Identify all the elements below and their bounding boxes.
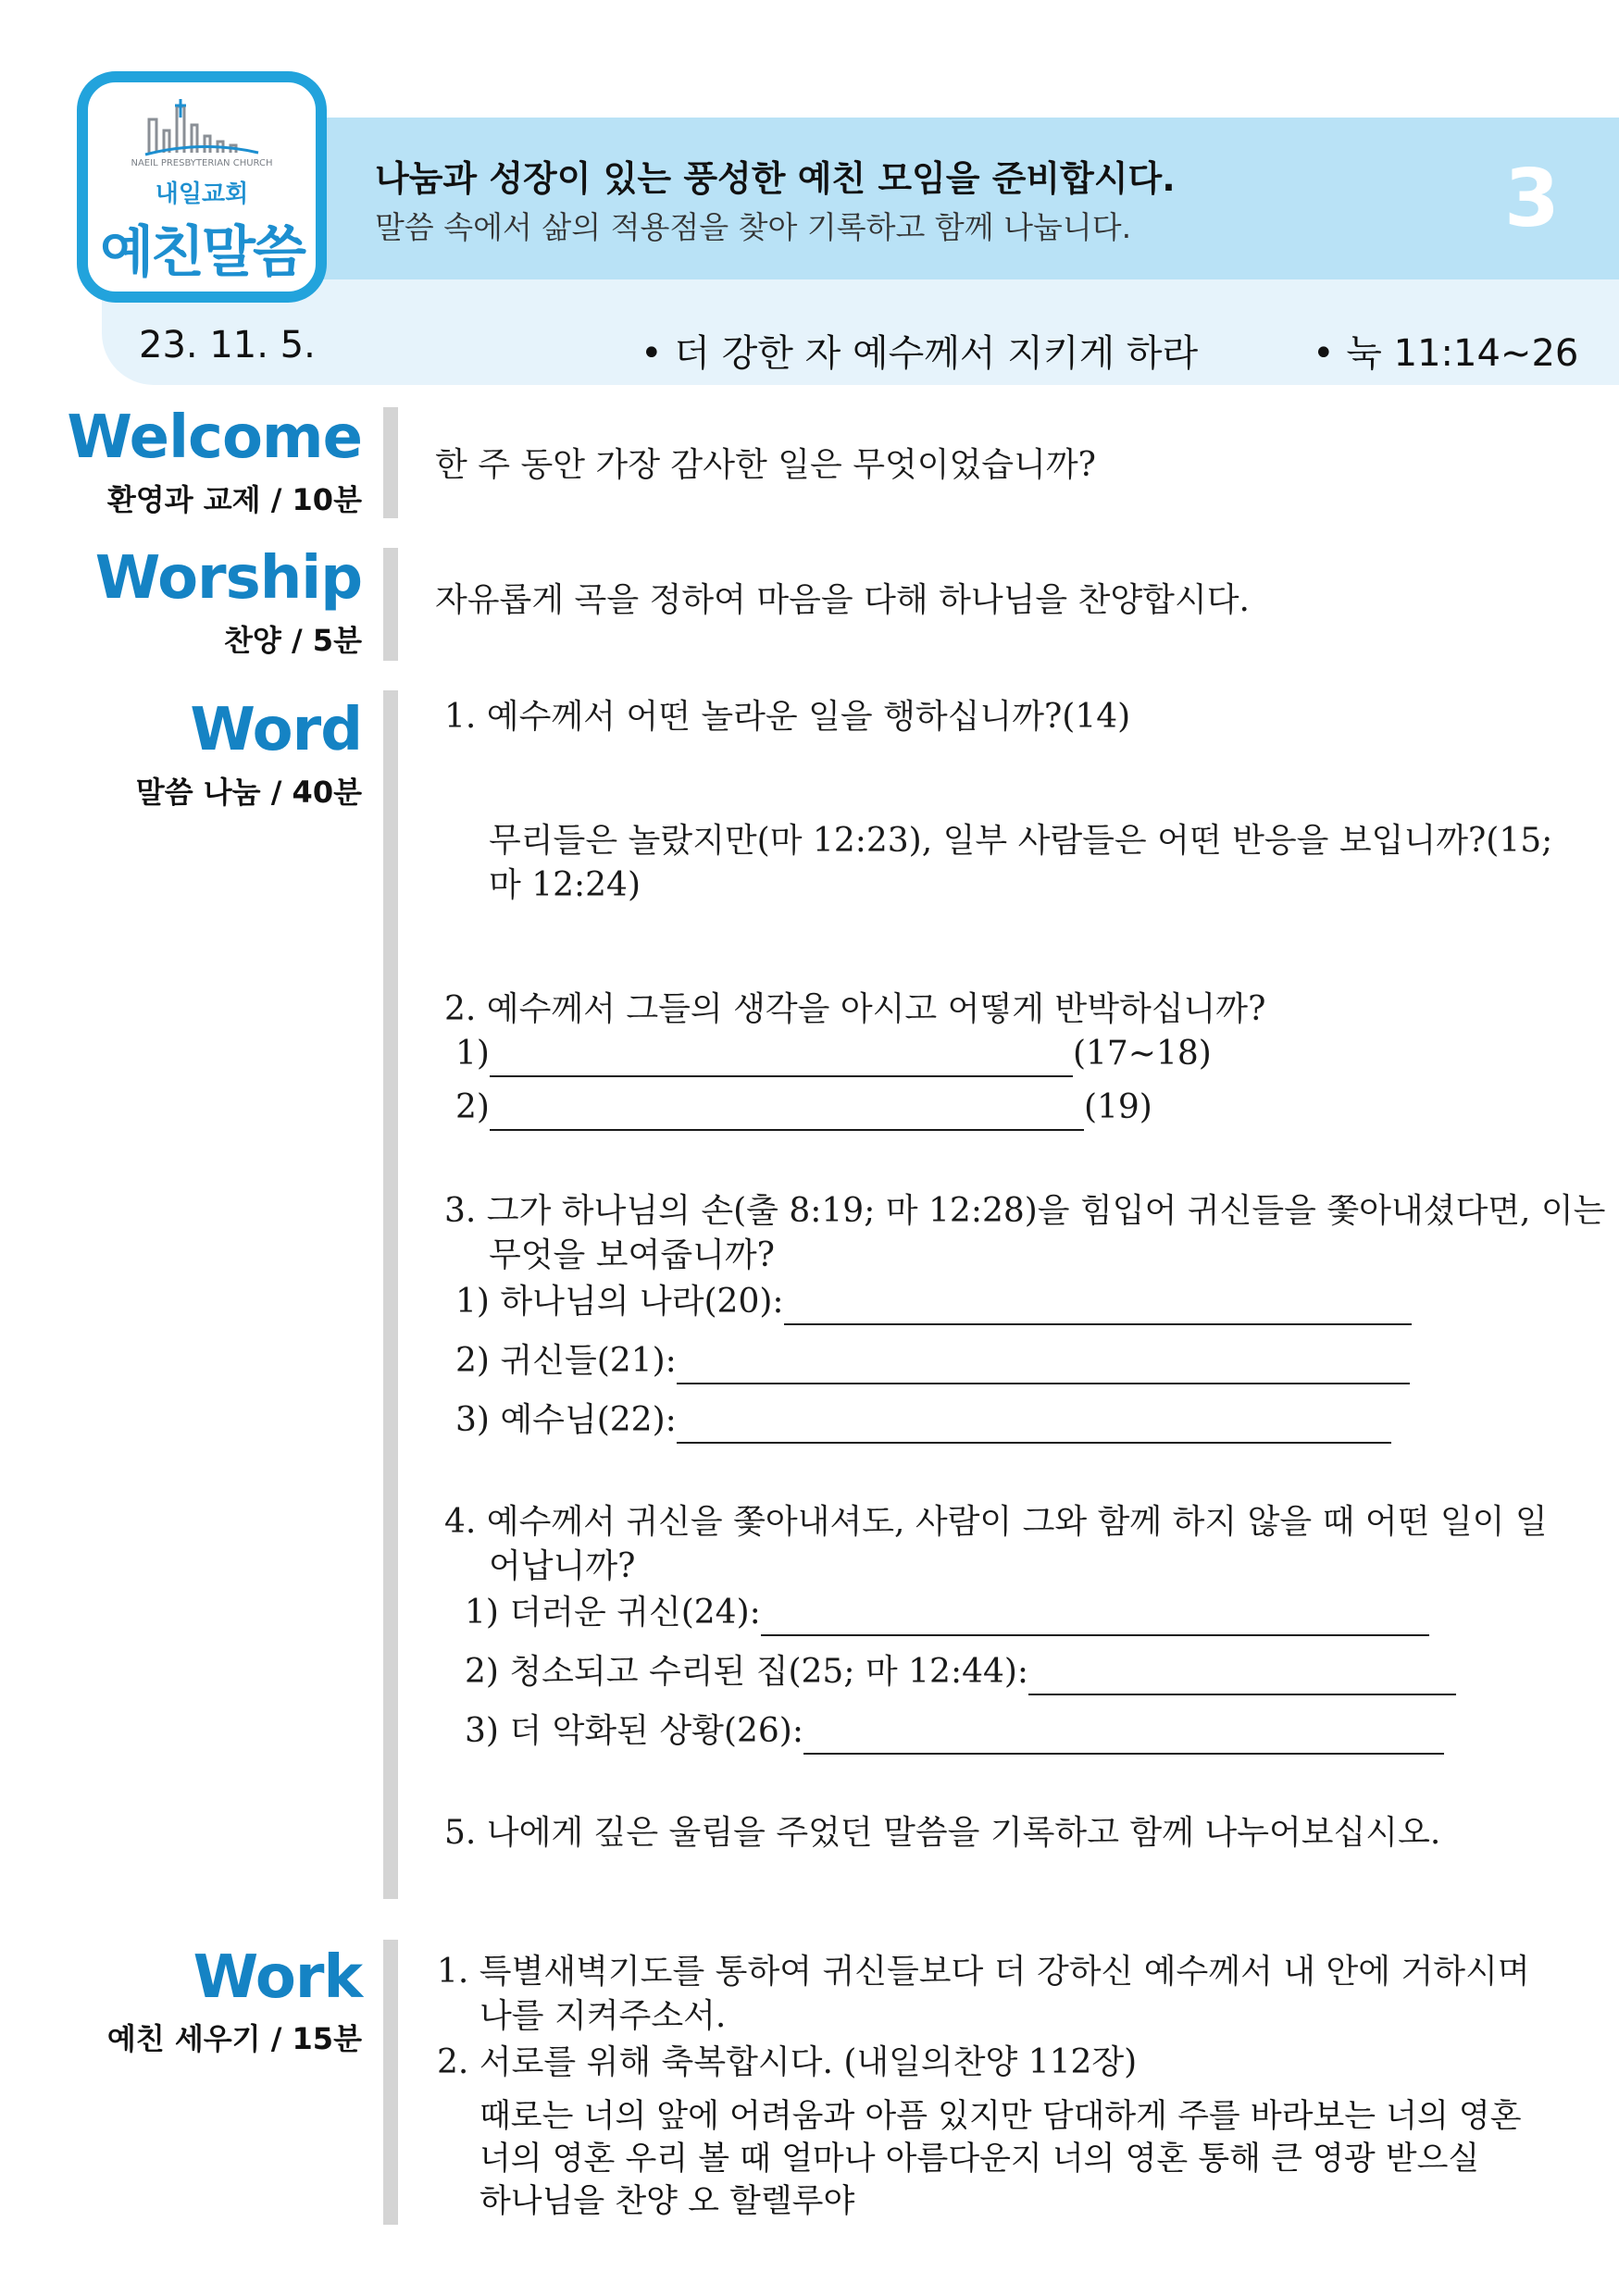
answer-4-1-blank[interactable] xyxy=(761,1599,1429,1636)
answer-4-3-blank[interactable] xyxy=(803,1718,1444,1755)
work-subtitle: 예친 세우기 / 15분 xyxy=(106,2021,362,2056)
answer-3-1-label: 1) 하나님의 나라(20): xyxy=(455,1283,784,1321)
word-answer-3-3 xyxy=(455,1397,1391,1444)
answer-4-2-blank[interactable] xyxy=(1028,1658,1456,1695)
work-divider xyxy=(383,1940,398,2225)
word-answer-2-2 xyxy=(455,1085,1152,1131)
word-question-4-line1: 4. 예수께서 귀신을 쫓아내셔도, 사람이 그와 함께 하지 않을 때 어떤 일이 일 xyxy=(444,1503,1548,1541)
word-question-3-line2: 무엇을 보여줍니까? xyxy=(489,1236,775,1274)
answer-2-2-blank[interactable] xyxy=(490,1094,1084,1131)
word-question-1: 1. 예수께서 어떤 놀라운 일을 행하십니까?(14) xyxy=(444,698,1131,736)
date: 23. 11. 5. xyxy=(139,324,316,366)
welcome-question: 한 주 동안 가장 감사한 일은 무엇이었습니까? xyxy=(435,446,1096,484)
sermon-theme: • 더 강한 자 예수께서 지키게 하라 xyxy=(641,332,1199,375)
logo-church-english: NAEIL PRESBYTERIAN CHURCH xyxy=(131,158,273,168)
header-subtitle: 말씀 속에서 삶의 적용점을 찾아 기록하고 함께 나눕니다. xyxy=(375,209,1132,245)
page-number: 3 xyxy=(1504,153,1560,245)
answer-2-1-blank[interactable] xyxy=(490,1040,1073,1077)
logo xyxy=(77,71,327,303)
work-title: Work xyxy=(193,1943,362,2012)
answer-3-3-blank[interactable] xyxy=(677,1407,1391,1444)
welcome-divider xyxy=(383,407,398,518)
answer-3-2-label: 2) 귀신들(21): xyxy=(455,1342,677,1380)
worship-title: Worship xyxy=(94,544,362,613)
work-item-1-line2: 나를 지켜주소서. xyxy=(479,1997,727,2035)
word-question-3-line1: 3. 그가 하나님의 손(출 8:19; 마 12:28)을 힘입어 귀신들을 쫓아내셨다면, 이는 xyxy=(444,1192,1606,1230)
answer-2-1-prefix: 1) xyxy=(455,1035,490,1073)
word-divider xyxy=(383,690,398,1899)
scripture-reference: • 눅 11:14~26 xyxy=(1313,332,1579,375)
answer-4-1-label: 1) 더러운 귀신(24): xyxy=(465,1594,761,1632)
logo-church-name: 내일교회 xyxy=(155,180,249,208)
work-item-2: 2. 서로를 위해 축복합시다. (내일의찬양 112장) xyxy=(437,2043,1138,2081)
hymn-lyrics xyxy=(479,2095,1522,2223)
word-question-2: 2. 예수께서 그들의 생각을 아시고 어떻게 반박하십니까? xyxy=(444,990,1266,1028)
header-title: 나눔과 성장이 있는 풍성한 예친 모임을 준비합시다. xyxy=(375,158,1176,199)
word-subtitle: 말씀 나눔 / 40분 xyxy=(135,775,362,810)
word-answer-4-1 xyxy=(465,1590,1429,1636)
word-title: Word xyxy=(190,696,362,764)
word-question-1b-line1: 무리들은 놀랐지만(마 12:23), 일부 사람들은 어떤 반응을 보입니까?(15; xyxy=(489,822,1553,860)
word-answer-4-2 xyxy=(465,1649,1456,1695)
answer-4-3-label: 3) 더 악화된 상황(26): xyxy=(465,1712,803,1750)
welcome-title: Welcome xyxy=(67,403,362,472)
worship-divider xyxy=(383,548,398,661)
lyrics-line: 너의 영혼 우리 볼 때 얼마나 아름다운지 너의 영혼 통해 큰 영광 받으실 xyxy=(479,2141,1480,2178)
word-answer-3-1 xyxy=(455,1279,1412,1325)
answer-2-1-suffix: (17~18) xyxy=(1072,1035,1212,1073)
answer-3-2-blank[interactable] xyxy=(677,1347,1410,1384)
church-skyline-icon xyxy=(143,99,260,156)
word-question-4-line2: 어납니까? xyxy=(489,1547,636,1585)
answer-3-3-label: 3) 예수님(22): xyxy=(455,1401,677,1439)
worship-subtitle: 찬양 / 5분 xyxy=(224,623,362,658)
answer-4-2-label: 2) 청소되고 수리된 집(25; 마 12:44): xyxy=(465,1653,1029,1691)
lyrics-line: 때로는 너의 앞에 어려움과 아픔 있지만 담대하게 주를 바라보는 너의 영혼 xyxy=(479,2098,1522,2135)
word-question-1b-line2: 마 12:24) xyxy=(489,866,641,904)
lyrics-line: 하나님을 찬양 오 할렐루야 xyxy=(479,2183,855,2220)
worship-text: 자유롭게 곡을 정하여 마음을 다해 하나님을 찬양합시다. xyxy=(435,581,1250,619)
word-question-5: 5. 나에게 깊은 울림을 주었던 말씀을 기록하고 함께 나누어보십시오. xyxy=(444,1814,1441,1852)
answer-2-2-prefix: 2) xyxy=(455,1088,490,1126)
work-item-1-line1: 1. 특별새벽기도를 통하여 귀신들보다 더 강하신 예수께서 내 안에 거하시며 xyxy=(437,1953,1530,1991)
answer-2-2-suffix: (19) xyxy=(1083,1088,1152,1126)
logo-title: 예친말씀 xyxy=(100,220,304,285)
word-answer-3-2 xyxy=(455,1338,1410,1384)
word-answer-4-3 xyxy=(465,1708,1444,1755)
word-answer-2-1 xyxy=(455,1031,1212,1077)
answer-3-1-blank[interactable] xyxy=(784,1288,1412,1325)
welcome-subtitle: 환영과 교제 / 10분 xyxy=(106,482,362,517)
